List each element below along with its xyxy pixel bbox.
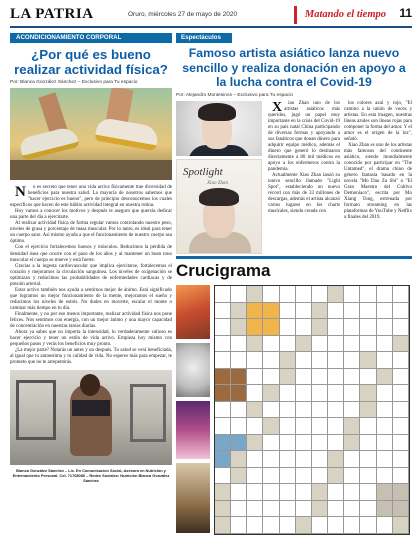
crossword-cell[interactable]: [360, 501, 376, 518]
crossword-cell[interactable]: [393, 286, 409, 303]
album-cover-photo: [176, 159, 262, 254]
left-paragraph: Hoy vamos a conocer los motivos y después te aseguro que querrás dedicar una parte del día a ejercitarte.: [10, 209, 172, 221]
right-body-column-1: [268, 101, 340, 216]
crossword-cell[interactable]: [312, 435, 328, 452]
crossword-block-cell: [280, 369, 296, 386]
crossword-cell[interactable]: [231, 336, 247, 353]
left-paragraph: ¿La mejor parte? Notarás un antes y un después. Tu salud se verá beneficiada, al igual que tu autoestima y tu calidad de vida. No esperes más para empezar, te prometo que no te arrepentirás.: [10, 348, 172, 366]
crossword-picture-cell: [231, 385, 247, 402]
crossword-cell[interactable]: [215, 418, 231, 435]
crossword-block-cell: [215, 484, 231, 501]
crossword-cell[interactable]: [393, 352, 409, 369]
dateline: Oruro, miércoles 27 de mayo de 2020: [128, 11, 238, 18]
crossword-cell[interactable]: [344, 484, 360, 501]
crossword-cell[interactable]: [280, 385, 296, 402]
crossword-cell[interactable]: [280, 418, 296, 435]
album-artist: Xiao Zhan: [207, 180, 228, 186]
crossword-block-cell: [231, 468, 247, 485]
crossword-block-cell: [360, 385, 376, 402]
right-byline: Por: Alejandro Montesinos – Exclusivo para Tu espacio: [176, 92, 294, 98]
crossword-block-cell: [312, 303, 328, 320]
crossword-picture-cell: [215, 451, 231, 468]
crossword-cell[interactable]: [360, 286, 376, 303]
crossword-cell[interactable]: [344, 402, 360, 419]
crossword-cell[interactable]: [360, 418, 376, 435]
crossword-cell[interactable]: [360, 517, 376, 534]
crossword-cell[interactable]: [344, 286, 360, 303]
crossword-cell[interactable]: [231, 352, 247, 369]
crossword-cell[interactable]: [296, 385, 312, 402]
crossword-block-cell: [231, 303, 247, 320]
crossword-cell[interactable]: [328, 336, 344, 353]
crossword-block-cell: [215, 501, 231, 518]
crossword-cell[interactable]: [377, 319, 393, 336]
crossword-cell[interactable]: [296, 319, 312, 336]
crossword-cell[interactable]: [215, 319, 231, 336]
gym-photo: [10, 370, 172, 465]
crossword-picture-cell: [393, 501, 409, 518]
right-kicker: Espectáculos: [176, 33, 232, 43]
crossword-cell[interactable]: [344, 369, 360, 386]
crossword-cell[interactable]: [393, 303, 409, 320]
page-number: 11: [399, 6, 412, 20]
crossword-cell[interactable]: [344, 517, 360, 534]
crossword-block-cell: [344, 418, 360, 435]
crossword-block-cell: [328, 468, 344, 485]
crossword-block-cell: [247, 402, 263, 419]
crossword-cell[interactable]: [312, 385, 328, 402]
crossword-cell[interactable]: [360, 468, 376, 485]
left-body: [10, 185, 172, 366]
crossword-cell[interactable]: [231, 501, 247, 518]
crossword-block-cell: [247, 435, 263, 452]
photo-caption: Blanca González Sánchez – Lic. En Comunicación Social, Asesora en Nutrición y Entrenamiento Personal. Cel. 71708080 – Redes Sociales: Nutrición Blanca González Sánchez: [12, 468, 170, 484]
crossword-picture-cell: [377, 484, 393, 501]
crossword-cell[interactable]: [280, 484, 296, 501]
crossword-cell[interactable]: [296, 352, 312, 369]
crossword-cell[interactable]: [231, 402, 247, 419]
crossword-cell[interactable]: [377, 451, 393, 468]
crossword-cell[interactable]: [360, 319, 376, 336]
crossword-cell[interactable]: [247, 451, 263, 468]
right-paragraph: Actualmente Xiao Zhan lanzó su nuevo sencillo llamado "Light Spot", estableciendo un nuevo récord con más de 33 millones de descargas, además el artista alcanzó varios lugares en los charts musicales, siendo creada con: [268, 173, 340, 215]
crossword-cell[interactable]: [328, 418, 344, 435]
crossword-cell[interactable]: [280, 303, 296, 320]
crossword-picture-cell: [231, 435, 247, 452]
crossword-block-cell: [328, 451, 344, 468]
crossword-cell[interactable]: [360, 336, 376, 353]
crossword-cell[interactable]: [328, 517, 344, 534]
section-title: Matando el tiempo: [294, 6, 394, 24]
right-paragraph: los colores azul y rojo, "El camino a la unión de voces y artistas. En esta imagen, nuestras líneas azules son líneas rojas para componer la forma del amor. Y el amor es el origen de la luz", señaló.: [344, 100, 412, 142]
crossword-cell[interactable]: [312, 418, 328, 435]
crossword-block-cell: [296, 517, 312, 534]
crossword-block-cell: [263, 418, 279, 435]
crossword-cell[interactable]: [344, 319, 360, 336]
crossword-cell[interactable]: [263, 468, 279, 485]
crossword-cell[interactable]: [328, 402, 344, 419]
crossword-picture-cell: [247, 319, 263, 336]
crossword-cell[interactable]: [247, 352, 263, 369]
crossword-cell[interactable]: [263, 369, 279, 386]
left-paragraph: Al realizar actividad física de forma regular vamos controlando nuestro peso, niveles de grasa y porcentaje de masa muscular. Por lo tanto, es ideal para tener un cuerpo sano. Así mismo ayuda a que el funcionamiento de nuestro cuerpo sea óptimo.: [10, 221, 172, 245]
crossword-cell[interactable]: [377, 303, 393, 320]
crossword-cell[interactable]: [377, 517, 393, 534]
crossword-picture-cell: [247, 303, 263, 320]
crossword-cell[interactable]: [344, 303, 360, 320]
crossword-cell[interactable]: [393, 468, 409, 485]
crossword-block-cell: [247, 336, 263, 353]
crossword-block-cell: [344, 435, 360, 452]
right-article: [176, 33, 412, 254]
crossword-cell[interactable]: [377, 468, 393, 485]
left-dropcap: N: [15, 184, 26, 200]
crossword-cell[interactable]: [393, 418, 409, 435]
crossword-cell[interactable]: [247, 418, 263, 435]
crossword-cell[interactable]: [328, 319, 344, 336]
left-kicker: ACONDICIONAMIENTO CORPORAL: [10, 33, 172, 43]
crossword-cell[interactable]: [215, 352, 231, 369]
crossword-cell[interactable]: [393, 369, 409, 386]
crossword-cell[interactable]: [296, 286, 312, 303]
artist-portrait-photo: [176, 101, 262, 156]
crossword-cell[interactable]: [344, 336, 360, 353]
left-headline: ¿Por qué es bueno realizar actividad física?: [14, 47, 168, 77]
crossword-cell[interactable]: [280, 402, 296, 419]
left-paragraph: o es secreto que tener una vida activa físicamente trae diversidad de beneficios para nuestra salud. La mayoría de nosotros sabemos que "hacer ejercicio es bueno", pero de principio desconocemos los cuales específicos que hacen de este hábito actividad integral en nuestra rutina.: [10, 185, 172, 209]
crossword-cell[interactable]: [377, 402, 393, 419]
crossword-block-cell: [247, 286, 263, 303]
crossword-cell[interactable]: [296, 418, 312, 435]
crossword-cell[interactable]: [360, 303, 376, 320]
crossword-cell[interactable]: [247, 468, 263, 485]
crossword-cell[interactable]: [263, 517, 279, 534]
crossword-cell[interactable]: [393, 319, 409, 336]
crossword-cell[interactable]: [280, 286, 296, 303]
crossword-cell[interactable]: [393, 451, 409, 468]
crossword-cell[interactable]: [263, 484, 279, 501]
right-dropcap: X: [272, 99, 283, 115]
crossword-block-cell: [312, 484, 328, 501]
crossword-cell[interactable]: [312, 468, 328, 485]
crossword-cell[interactable]: [280, 468, 296, 485]
crossword-block-cell: [215, 517, 231, 534]
crossword-cell[interactable]: [328, 303, 344, 320]
crossword-block-cell: [360, 402, 376, 419]
crossword-cell[interactable]: [296, 435, 312, 452]
crossword-cell[interactable]: [312, 286, 328, 303]
crossword-cell[interactable]: [263, 286, 279, 303]
crossword-cell[interactable]: [344, 352, 360, 369]
crossword-block-cell: [328, 286, 344, 303]
right-paragraph: Xiao Zhan es uno de los artistas más famosos del continente asiático, siendo mundialmente conocido por participar en "The Untamed", el drama chino de género fantasía basado en la novela "Mo Dao Zu Shi" o "El Gran Maestro del Cultivo Demoníaco", escrita por Mo Xiang Tong, estrenada por formato streaming en las plataformas de YouTube y Netflix a finales del 2019.: [344, 142, 413, 221]
crossword-block-cell: [393, 517, 409, 534]
crossword-cell[interactable]: [247, 484, 263, 501]
crossword-cell[interactable]: [328, 484, 344, 501]
left-paragraph: Con el ejercicio fortalecemos huesos y músculos. Reducimos la pérdida de densidad ósea que ocurre con el paso de los años y al mantener un buen tono muscular el cuerpo se mueve y está fuerte.: [10, 245, 172, 263]
crossword-picture-cell: [393, 484, 409, 501]
crossword-section: [176, 256, 412, 538]
crossword-cell[interactable]: [377, 336, 393, 353]
newspaper-logo: LA PATRIA: [10, 6, 94, 22]
right-headline: Famoso artista asiático lanza nuevo sencillo y realiza donación en apoyo a la lucha contra el Covid-19: [182, 46, 406, 89]
crossword-cell[interactable]: [328, 369, 344, 386]
crossword-block-cell: [393, 336, 409, 353]
crossword-cell[interactable]: [231, 418, 247, 435]
crossword-block-cell: [263, 385, 279, 402]
crossword-cell[interactable]: [312, 451, 328, 468]
crossword-cell[interactable]: [280, 451, 296, 468]
crossword-cell[interactable]: [247, 385, 263, 402]
right-paragraph: iao Zhan uno de los artistas asiáticos más queridos, jugó un papel muy importante en la crisis del Covid-19 en su país natal China participando de diversas formas y apoyando a sus fanáticos que donan dinero para adquirir equipo médico, además el dinero que generó lo destinaron directamente a 80 mil médicos en apoyo a los enfermeros contra la pandemia.: [268, 100, 340, 173]
crossword-cell[interactable]: [393, 402, 409, 419]
crossword-cell[interactable]: [215, 468, 231, 485]
crossword-picture-cell: [215, 369, 231, 386]
crossword-cell[interactable]: [312, 369, 328, 386]
crossword-block-cell: [312, 501, 328, 518]
left-paragraph: Estar activo también nos ayuda a sentirnos mejor de ánimo. Está significado que logramos un mejor funcionamiento de la mente, mejoramos el sueño y reducimos los niveles de estrés. No dudes en moverte, escalar el monte o caminar más tiempo en tu día.: [10, 287, 172, 311]
crossword-cell[interactable]: [312, 352, 328, 369]
crossword-cell[interactable]: [360, 369, 376, 386]
crossword-cell[interactable]: [296, 468, 312, 485]
crossword-picture-cell: [215, 435, 231, 452]
crossword-block-cell: [231, 451, 247, 468]
crossword-cell[interactable]: [263, 435, 279, 452]
crossword-block-cell: [280, 352, 296, 369]
crossword-block-cell: [377, 369, 393, 386]
crossword-cell[interactable]: [377, 286, 393, 303]
crossword-cell[interactable]: [328, 435, 344, 452]
running-shoes-photo: [10, 88, 172, 180]
crossword-cell[interactable]: [377, 385, 393, 402]
crossword-clue-image: [176, 401, 210, 459]
crossword-cell[interactable]: [247, 517, 263, 534]
crossword-cell[interactable]: [377, 352, 393, 369]
crossword-cell[interactable]: [247, 369, 263, 386]
crossword-cell[interactable]: [360, 435, 376, 452]
crossword-title: Crucigrama: [176, 261, 271, 280]
crossword-cell[interactable]: [296, 451, 312, 468]
crossword-cell[interactable]: [360, 484, 376, 501]
crossword-cell[interactable]: [280, 517, 296, 534]
crossword-grid: [214, 285, 410, 535]
crossword-cell[interactable]: [328, 352, 344, 369]
crossword-picture-cell: [231, 369, 247, 386]
crossword-block-cell: [360, 352, 376, 369]
left-paragraph: Finalmente, y no por eso menos importante, realizar actividad física nos pone felices. Nos sentimos con energía, con un mejor ánimo y una mayor capacidad de concentración en nuestras tareas diarias.: [10, 311, 172, 330]
crossword-cell[interactable]: [280, 336, 296, 353]
crossword-cell[interactable]: [215, 303, 231, 320]
crossword-picture-cell: [377, 501, 393, 518]
crossword-cell[interactable]: [280, 319, 296, 336]
left-paragraph: Ahora ya sabes que no importa la intensidad, lo verdaderamente valioso es hacer ejercicio y tener un estilo de vida activo. Empieza hoy mismo con pequeños pasos y verás los beneficios muy pronto.: [10, 330, 172, 348]
crossword-cell[interactable]: [263, 451, 279, 468]
crossword-cell[interactable]: [263, 352, 279, 369]
masthead: [10, 6, 412, 28]
crossword-cell[interactable]: [231, 484, 247, 501]
right-body-column-2: [344, 101, 412, 222]
album-title: Spotlight: [183, 165, 223, 178]
crossword-cell[interactable]: [377, 418, 393, 435]
crossword-cell[interactable]: [296, 303, 312, 320]
crossword-cell[interactable]: [296, 402, 312, 419]
crossword-clue-image: [176, 285, 210, 339]
crossword-clue-image: [176, 343, 210, 397]
crossword-block-cell: [296, 336, 312, 353]
crossword-block-cell: [312, 319, 328, 336]
crossword-cell[interactable]: [263, 336, 279, 353]
crossword-picture-cell: [263, 303, 279, 320]
crossword-cell[interactable]: [393, 385, 409, 402]
crossword-cell[interactable]: [231, 517, 247, 534]
crossword-cell[interactable]: [296, 484, 312, 501]
crossword-cell[interactable]: [231, 286, 247, 303]
crossword-cell[interactable]: [344, 468, 360, 485]
crossword-cell[interactable]: [377, 435, 393, 452]
crossword-picture-cell: [215, 385, 231, 402]
crossword-cell[interactable]: [328, 501, 344, 518]
crossword-cell[interactable]: [344, 385, 360, 402]
crossword-cell[interactable]: [215, 336, 231, 353]
crossword-cell[interactable]: [360, 451, 376, 468]
crossword-cell[interactable]: [312, 402, 328, 419]
crossword-block-cell: [231, 319, 247, 336]
left-paragraph: Gracias a la ingesta cardiovascular que implica ejercitarse, fortalecemos el corazón y mejoramos la circulación sanguínea. Los niveles de oxigenación se optimizan y reducimos las probabilidades de enfermedades cardiacas y de presión arterial.: [10, 263, 172, 287]
crossword-clue-image: [176, 463, 210, 533]
crossword-cell[interactable]: [312, 336, 328, 353]
left-article: [10, 33, 172, 483]
crossword-cell[interactable]: [280, 435, 296, 452]
crossword-cell[interactable]: [215, 402, 231, 419]
crossword-cell[interactable]: [215, 286, 231, 303]
crossword-cell[interactable]: [344, 501, 360, 518]
crossword-cell[interactable]: [263, 402, 279, 419]
crossword-cell[interactable]: [393, 435, 409, 452]
crossword-cell[interactable]: [328, 385, 344, 402]
left-byline: Por: Blanca González Sánchez – Exclusivo para Tu espacio: [10, 80, 138, 85]
crossword-cell[interactable]: [344, 451, 360, 468]
crossword-picture-cell: [263, 319, 279, 336]
crossword-cell[interactable]: [312, 517, 328, 534]
crossword-cell[interactable]: [296, 501, 312, 518]
crossword-cell[interactable]: [296, 369, 312, 386]
crossword-cell[interactable]: [280, 501, 296, 518]
crossword-cell[interactable]: [263, 501, 279, 518]
crossword-cell[interactable]: [247, 501, 263, 518]
